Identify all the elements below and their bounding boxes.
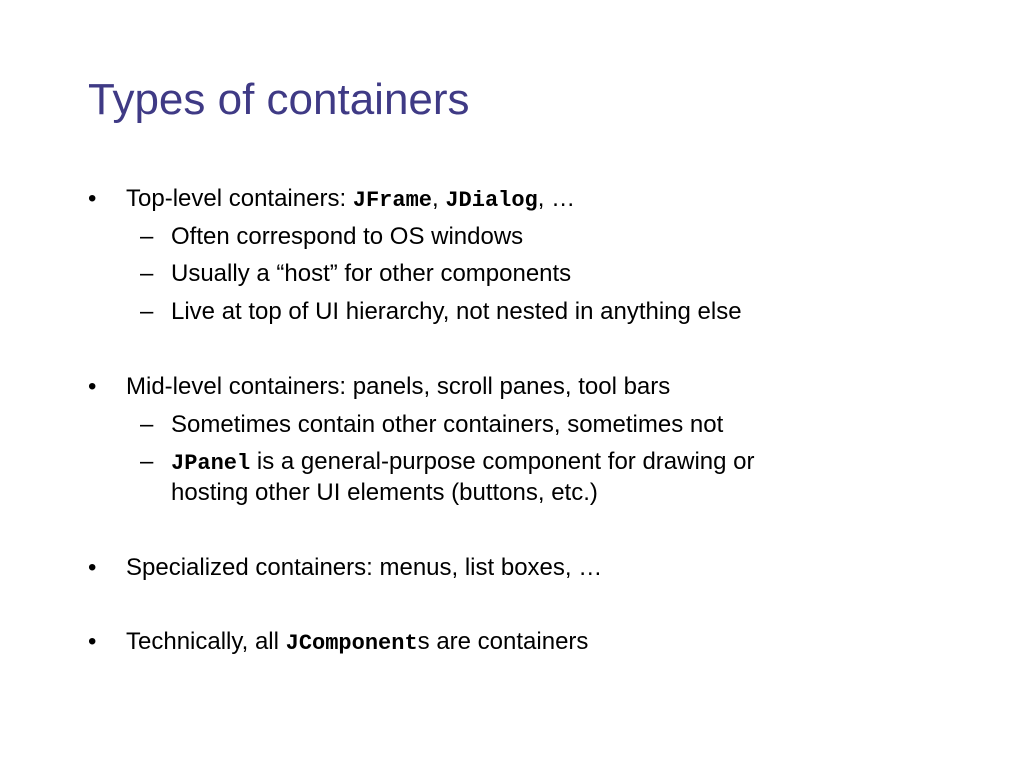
bullet-marker: • [88,185,97,212]
subitem-os-windows: Often correspond to OS windows [171,223,524,250]
bullet-text: s are containers [417,628,589,655]
subitem-host: Usually a “host” for other components [171,260,572,287]
code-jcomponent: JComponent [285,631,418,656]
subitem-text: is a general-purpose component for drawing or [250,448,755,475]
bullet-text: , [432,185,446,212]
subitem-marker: – [140,448,154,475]
code-jpanel: JPanel [171,451,251,476]
subitem-marker: – [140,411,154,438]
bullet-marker: • [88,628,97,655]
bullet-marker: • [88,373,97,400]
subitem-jpanel [171,446,755,480]
bullet-text: Technically, all [126,628,286,655]
bullet-top-level-containers [126,183,575,217]
code-jframe: JFrame [352,188,432,213]
bullet-mid-level-containers: Mid-level containers: panels, scroll panes, tool bars [126,373,671,400]
subitem-marker: – [140,223,154,250]
subitem-marker: – [140,260,154,287]
bullet-jcomponents [126,626,588,660]
bullet-specialized-containers: Specialized containers: menus, list boxes, … [126,554,603,581]
code-jdialog: JDialog [445,188,538,213]
subitem-marker: – [140,298,154,325]
subitem-contain-other: Sometimes contain other containers, sometimes not [171,411,724,438]
bullet-text: , … [537,185,576,212]
slide-title: Types of containers [88,75,470,124]
subitem-top-of-hierarchy: Live at top of UI hierarchy, not nested in anything else [171,298,742,325]
subitem-jpanel-continuation: hosting other UI elements (buttons, etc.) [171,479,598,506]
bullet-text: Top-level containers: [126,185,353,212]
bullet-marker: • [88,554,97,581]
